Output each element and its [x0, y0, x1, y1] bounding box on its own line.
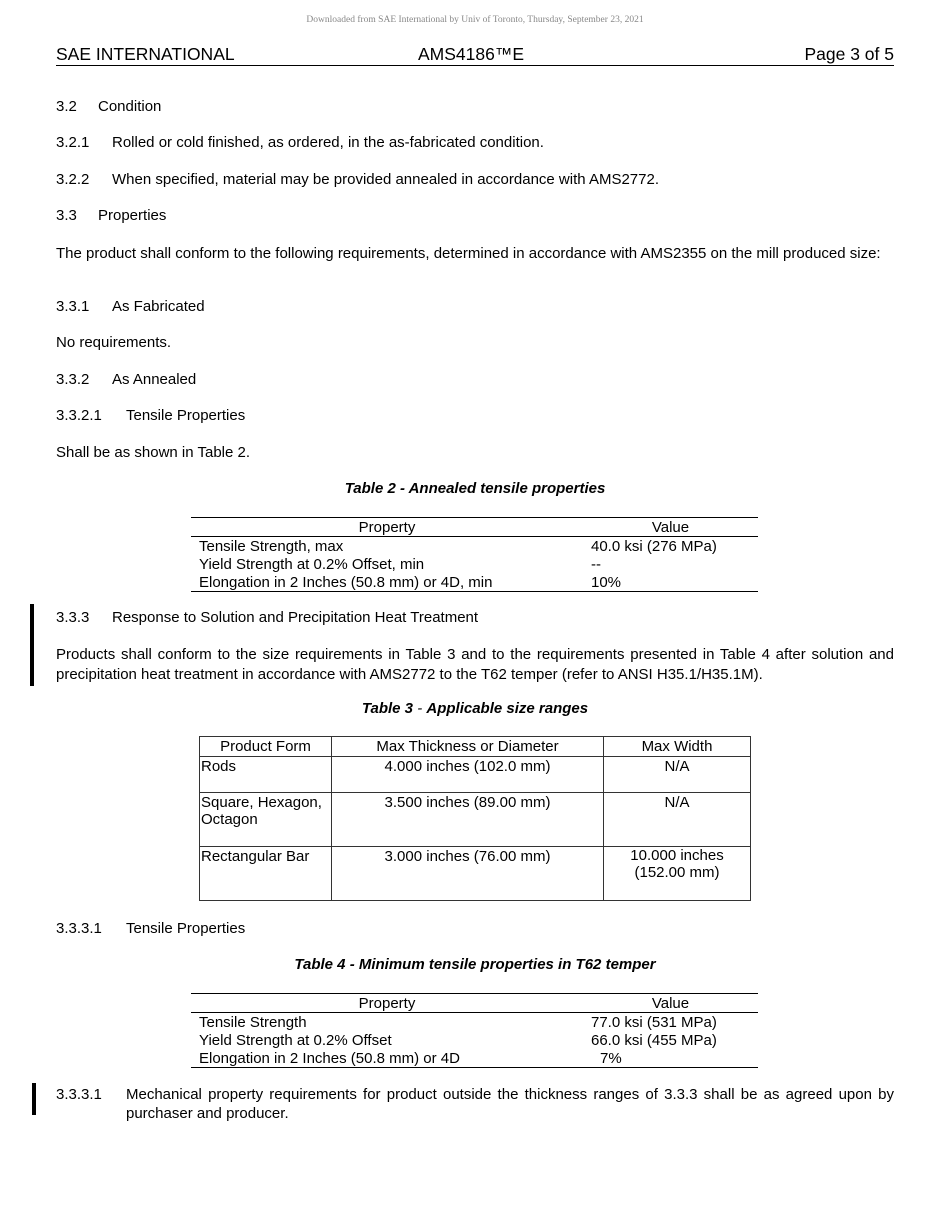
section-number: 3.2.1	[56, 134, 90, 151]
table-header-row	[191, 518, 758, 537]
cell-property: Elongation in 2 Inches (50.8 mm) or 4D, min	[191, 573, 583, 592]
cell-property: Yield Strength at 0.2% Offset, min	[199, 555, 425, 573]
section-3-3-3-1-mechanical	[56, 1085, 894, 1123]
section-title: Properties	[98, 207, 167, 224]
section-number: 3.3.3.1	[56, 1086, 102, 1103]
column-header-max-thickness: Max Thickness or Diameter	[332, 737, 604, 757]
section-number: 3.3	[56, 207, 77, 224]
cell-max-thickness: 3.000 inches (76.00 mm)	[332, 847, 604, 901]
table-row	[200, 757, 751, 793]
cell-property: Elongation in 2 Inches (50.8 mm) or 4D	[191, 1049, 583, 1068]
header-doc-number: AMS4186™E	[418, 44, 525, 64]
cell-property: Tensile Strength, max	[199, 537, 344, 555]
header-org: SAE INTERNATIONAL	[56, 44, 235, 64]
cell-product-form: Rods	[200, 757, 332, 793]
table-3	[199, 736, 751, 901]
section-3-3-3-1-tensile	[56, 920, 245, 937]
table-4-caption: Table 4 - Minimum tensile properties in T62 temper	[294, 956, 656, 973]
section-3-3-1	[56, 298, 205, 315]
cell-max-width: N/A	[604, 757, 751, 793]
column-header-property: Property	[191, 518, 583, 537]
section-3-3-2-1	[56, 407, 245, 424]
section-title: As Fabricated	[112, 298, 205, 315]
table-3-caption-title: Applicable size ranges	[426, 700, 589, 717]
revision-bar	[30, 604, 34, 686]
table-2	[191, 517, 758, 592]
section-3-3	[56, 207, 166, 224]
table-3-caption-dash: -	[413, 700, 427, 717]
cell-product-form: Rectangular Bar	[200, 847, 332, 901]
cell-property: Yield Strength at 0.2% Offset	[199, 1031, 392, 1049]
section-number: 3.3.1	[56, 298, 90, 315]
download-notice: Downloaded from SAE International by Univ of Toronto, Thursday, September 23, 2021	[306, 15, 644, 25]
section-title: As Annealed	[112, 371, 197, 388]
cell-value: 40.0 ksi (276 MPa)	[591, 537, 717, 555]
cell-value: --	[591, 555, 601, 573]
table-row	[191, 573, 758, 592]
properties-paragraph: The product shall conform to the following requirements, determined in accordance with AMS2355 on the mill produced size:	[56, 245, 881, 262]
table-row	[191, 1049, 758, 1068]
section-3-2-1	[56, 134, 544, 151]
section-number: 3.3.3	[56, 609, 90, 626]
table-row	[191, 1013, 758, 1032]
cell-max-width: 10.000 inches (152.00 mm)	[604, 847, 751, 901]
column-header-value: Value	[583, 518, 758, 537]
column-header-product-form: Product Form	[200, 737, 332, 757]
section-number: 3.2.2	[56, 171, 90, 188]
section-number: 3.2	[56, 98, 77, 115]
section-number: 3.3.3.1	[56, 920, 102, 937]
section-number: 3.3.2.1	[56, 407, 102, 424]
table-2-caption: Table 2 - Annealed tensile properties	[344, 480, 606, 497]
table-row	[200, 793, 751, 847]
table-3-caption	[0, 700, 950, 717]
table-header-row	[191, 994, 758, 1013]
column-header-value: Value	[583, 994, 758, 1013]
section-title: Response to Solution and Precipitation Heat Treatment	[112, 609, 479, 626]
table-row	[191, 537, 758, 556]
section-title: Tensile Properties	[126, 920, 246, 937]
cell-product-form: Square, Hexagon, Octagon	[200, 793, 332, 847]
table-3-caption-label: Table 3	[361, 700, 414, 717]
column-header-property: Property	[191, 994, 583, 1013]
table-row	[200, 847, 751, 901]
cell-value: 66.0 ksi (455 MPa)	[591, 1031, 717, 1049]
section-3-3-2	[56, 371, 196, 388]
cell-max-thickness: 4.000 inches (102.0 mm)	[332, 757, 604, 793]
table-row	[191, 1031, 758, 1049]
heat-treatment-paragraph: Products shall conform to the size requirements in Table 3 and to the requirements presented in Table 4 after solution and precipitation heat treatment in accordance with AMS2772 to the T62 temper (refer to ANSI H35.1/H35.1M).	[56, 646, 894, 683]
table-row	[191, 555, 758, 573]
section-title: Condition	[98, 98, 162, 115]
no-requirements-text: No requirements.	[56, 334, 172, 351]
cell-max-thickness: 3.500 inches (89.00 mm)	[332, 793, 604, 847]
section-text: Mechanical property requirements for product outside the thickness ranges of 3.3.3 shall be as agreed upon by purchaser and producer.	[126, 1086, 894, 1122]
cell-property: Tensile Strength	[199, 1013, 307, 1031]
section-3-3-3	[56, 609, 478, 626]
table-4	[191, 993, 758, 1068]
cell-max-width: N/A	[604, 793, 751, 847]
column-header-max-width: Max Width	[604, 737, 751, 757]
section-number: 3.3.2	[56, 371, 90, 388]
section-text: When specified, material may be provided annealed in accordance with AMS2772.	[112, 171, 659, 188]
section-3-2	[56, 98, 161, 115]
table-header-row	[200, 737, 751, 757]
page-header	[56, 44, 894, 66]
section-text: Rolled or cold finished, as ordered, in the as-fabricated condition.	[112, 134, 544, 151]
header-page-number: Page 3 of 5	[804, 44, 894, 64]
revision-bar	[32, 1083, 36, 1115]
cell-value: 7%	[583, 1049, 758, 1068]
cell-value: 10%	[583, 573, 758, 592]
section-3-2-2	[56, 171, 659, 188]
cell-value: 77.0 ksi (531 MPa)	[591, 1013, 717, 1031]
section-title: Tensile Properties	[126, 407, 246, 424]
table-2-reference: Shall be as shown in Table 2.	[56, 444, 251, 461]
